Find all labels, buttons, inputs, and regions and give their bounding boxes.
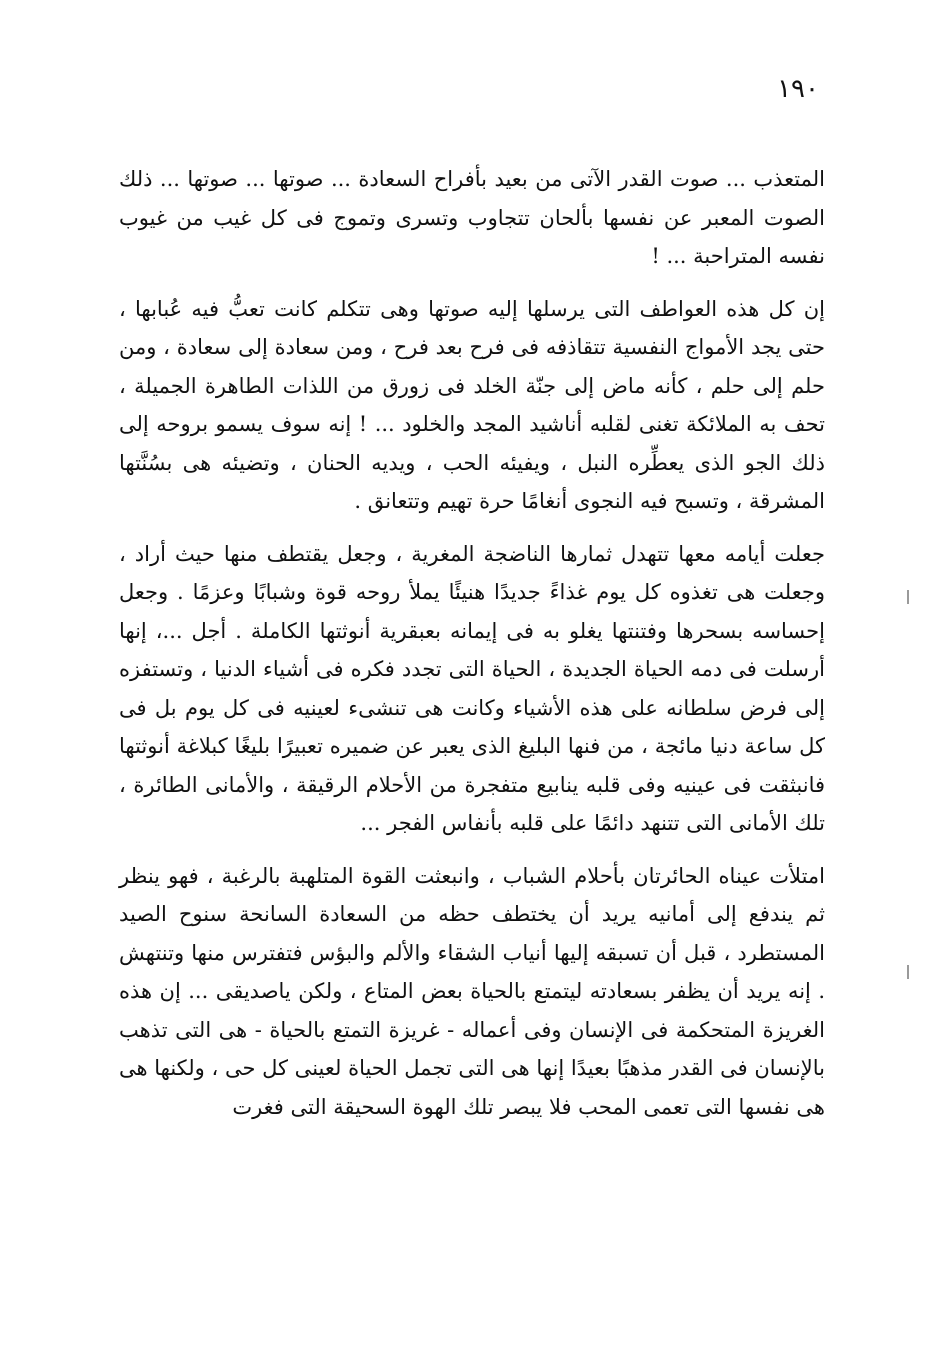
paragraph-1: المتعذب ... صوت القدر الآتى من بعيد بأفراح السعادة ... صوتها ... صوتها ... ذلك الصوت المعبر عن نفسها بألحان تتجاوب وتسرى وتموج فى كل غيب من غيوب نفسه المتراحبة ... ! (119, 167, 825, 268)
paragraph-4: امتلأت عيناه الحائرتان بأحلام الشباب ، وانبعثت القوة المتلهبة بالرغبة ، فهو ينظر ثم يندفع إلى أمانيه يريد أن يختطف حظه من السعادة السانحة سنوح الصيد المستطرد ، قبل أن تسبقه إليها أنياب الشقاء والألم والبؤس فتفترس منها وتنتهش . إنه يريد أن يظفر بسعادته ليتمتع بالحياة بعض المتاع ، ولكن ياصديقى ... إن هذه الغريزة المتحكمة فى الإنسان وفى أعماله - غريزة التمتع بالحياة - هى التى تذهب بالإنسان فى القدر مذهبًا بعيدًا إنها هى التى تجمل الحياة لعينى كل حى ، ولكنها هى هى نفسها التى تعمى المحب فلا يبصر تلك الهوة السحيقة التى فغرت (119, 863, 825, 1119)
page-number: ١٩٠ (777, 74, 819, 104)
margin-mark-bottom (907, 965, 909, 979)
text-block (119, 160, 825, 1126)
paragraph-2: إن كل هذه العواطف التى يرسلها إليه صوتها وهى تتكلم كانت تعبُّ فيه عُبابها ، حتى يجد الأمواج النفسية تتقاذفه فى فرح بعد فرح ، ومن سعادة إلى سعادة ، ومن حلم إلى حلم ، كأنه ماض إلى جنّة الخلد فى زورق من اللذات الطاهرة الجميلة ، تحف به الملائكة تغنى لقلبه أناشيد المجد والخلود ... ! إنه سوف يسمو بروحه إلى ذلك الجو الذى يعطِّره النبل ، ويفيئه الحب ، ويديه الحنان ، وتضيئه هى بسُنَّتها المشرقة ، وتسبح فيه النجوى أنغامًا حرة تهيم وتتعانق . (119, 296, 825, 513)
paragraph-3: جعلت أيامه معها تتهدل ثمارها الناضجة المغرية ، وجعل يقتطف منها حيث أراد ، وجعلت هى تغذوه كل يوم غذاءً جديدًا هنيئًا يملأ روحه قوة وشبابًا وعزمًا . وجعل إحساسه بسحرها وفتنتها يغلو به فى إيمانه بعبقرية أنوثتها الكاملة . أجل ...، إنها أرسلت فى دمه الحياة الجديدة ، الحياة التى تجدد فكره فى أشياء الدنيا ، وتستفزه إلى فرض سلطانه على هذه الأشياء وكانت هى تنشىء لعينيه فى كل يوم بل فى كل ساعة دنيا مائجة ، من فنها البليغ الذى يعبر عن ضميره تعبيرًا بليغًا كبلاغة أنوثتها فانبثقت فى عينيه وفى قلبه ينابيع متفجرة من الأحلام الرقيقة ، والأمانى الطائرة ، تلك الأمانى التى تتنهد دائمًا على قلبه بأنفاس الفجر ... (119, 541, 826, 835)
margin-mark-top (907, 590, 909, 604)
